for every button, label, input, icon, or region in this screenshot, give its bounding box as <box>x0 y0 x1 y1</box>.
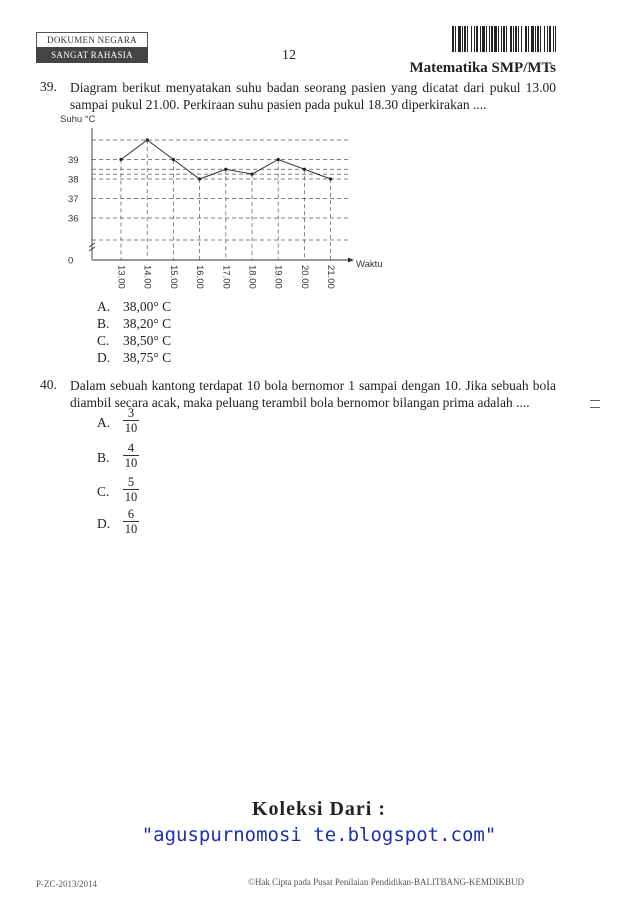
q40-option-b-fraction <box>123 441 139 470</box>
q40-option-d-denominator: 10 <box>124 522 138 536</box>
data-point <box>224 168 227 171</box>
barcode-bar <box>486 26 487 52</box>
q39-option-c-letter: C. <box>97 333 110 348</box>
temperature-chart <box>60 112 400 302</box>
barcode-bar <box>455 26 456 52</box>
y-tick-label: 36 <box>68 213 79 225</box>
barcode-bar <box>462 26 463 52</box>
question-39-number: 39. <box>40 79 57 94</box>
data-point <box>146 138 149 141</box>
barcode-bar <box>501 26 502 52</box>
q40-option-c-denominator: 10 <box>124 490 138 504</box>
data-point <box>303 168 306 171</box>
y-tick-label: 37 <box>68 194 79 205</box>
q40-option-a-numerator: 3 <box>127 406 135 420</box>
q40-option-a-denominator: 10 <box>124 421 138 435</box>
barcode-bar <box>515 26 517 52</box>
chart-grid <box>68 128 354 267</box>
barcode-bar <box>521 26 522 52</box>
q40-option-d-numerator: 6 <box>127 507 135 521</box>
barcode-bar <box>464 26 466 52</box>
barcode-bar <box>547 26 548 52</box>
footer-document-code: P-ZC-2013/2014 <box>36 879 98 889</box>
x-tick-label: 14.00 <box>141 265 153 289</box>
question-40-number: 40. <box>40 377 57 392</box>
barcode-bar <box>491 26 493 52</box>
barcode-bar <box>535 26 536 52</box>
barcode-bar <box>458 26 461 52</box>
x-tick-label: 19.00 <box>272 265 284 289</box>
x-tick-label: 18.00 <box>246 265 258 289</box>
barcode-bar <box>528 26 529 52</box>
barcode-bar <box>467 26 468 52</box>
q40-option-d-fraction <box>123 507 139 536</box>
q39-option-a-letter: A. <box>97 299 111 314</box>
x-tick-label: 21.00 <box>325 265 337 289</box>
y-tick-label: 38 <box>68 174 79 186</box>
q40-option-c-fraction <box>123 475 139 504</box>
data-point <box>277 158 280 161</box>
x-tick-label: 13.00 <box>115 265 127 289</box>
q39-option-d-letter: D. <box>97 350 111 365</box>
data-point <box>329 177 332 180</box>
barcode-bar <box>480 26 481 52</box>
barcode-bar <box>476 26 478 52</box>
collection-title: Koleksi Dari : <box>252 798 386 820</box>
barcode-bar <box>553 26 554 52</box>
subject-title: Matematika SMP/MTs <box>409 60 556 76</box>
q40-option-c-letter: C. <box>97 484 110 499</box>
barcode-bar <box>503 26 505 52</box>
x-tick-label: 20.00 <box>298 265 310 289</box>
q39-option-b-letter: B. <box>97 316 110 331</box>
barcode-bar <box>525 26 527 52</box>
q40-option-c-numerator: 5 <box>127 475 135 489</box>
secret-label: SANGAT RAHASIA <box>36 47 148 63</box>
x-axis-arrow <box>348 258 354 263</box>
q40-option-d-letter: D. <box>97 516 111 531</box>
barcode-bar <box>510 26 512 52</box>
question-40-text: Dalam sebuah kantong terdapat 10 bola bernomor 1 sampai dengan 10. Jika sebuah bola diambil secara acak, maka peluang terambil bola bernomor bilangan prima adalah .... <box>70 378 556 410</box>
q39-option-b-value: 38,20° C <box>123 316 172 331</box>
barcode-bar <box>489 26 490 52</box>
barcode-bar <box>498 26 499 52</box>
q40-option-a-fraction <box>123 406 139 435</box>
q40-option-b-letter: B. <box>97 450 110 465</box>
x-tick-label: 15.00 <box>167 265 179 289</box>
x-tick-label: 16.00 <box>194 265 206 289</box>
data-point <box>172 158 175 161</box>
barcode-bar <box>549 26 551 52</box>
barcode-bar <box>544 26 545 52</box>
barcode-bar <box>518 26 519 52</box>
q39-option-a-value: 38,00° C <box>123 299 172 314</box>
page-number: 12 <box>282 48 296 63</box>
barcode-bar <box>540 26 541 52</box>
data-point <box>119 158 122 161</box>
barcode <box>452 26 556 52</box>
y-tick-label: 39 <box>68 155 79 166</box>
x-tick-label: 17.00 <box>220 265 232 289</box>
barcode-bar <box>537 26 539 52</box>
data-point <box>250 173 253 176</box>
collection-url: "aguspurnomosi te.blogspot.com" <box>141 824 497 846</box>
barcode-bar <box>513 26 514 52</box>
barcode-bar <box>494 26 497 52</box>
barcode-bar <box>531 26 534 52</box>
q40-option-b-numerator: 4 <box>127 441 135 455</box>
document-label: DOKUMEN NEGARA <box>36 32 148 48</box>
barcode-bar <box>482 26 485 52</box>
q39-option-c-value: 38,50° C <box>123 333 172 348</box>
question-39-text: Diagram berikut menyatakan suhu badan seorang pasien yang dicatat dari pukul 13.00 sampai pukul 21.00. Perkiraan suhu pasien pada pukul 18.30 diperkirakan .... <box>70 80 556 112</box>
chart-y-label: Suhu °C <box>60 114 96 125</box>
q40-option-b-denominator: 10 <box>124 456 138 470</box>
barcode-bar <box>555 26 556 52</box>
barcode-bar <box>474 26 475 52</box>
chart-x-label: Waktu <box>356 259 383 270</box>
side-margin-mark <box>590 400 600 408</box>
q40-option-a-letter: A. <box>97 415 111 430</box>
q39-option-d-value: 38,75° C <box>123 350 172 365</box>
y-tick-label: 0 <box>68 255 74 267</box>
footer-copyright: ©Hak Cipta pada Pusat Penilaian Pendidikan-BALITBANG-KEMDIKBUD <box>248 877 525 887</box>
data-point <box>198 177 201 180</box>
barcode-bar <box>452 26 454 52</box>
barcode-bar <box>506 26 507 52</box>
barcode-bar <box>471 26 472 52</box>
